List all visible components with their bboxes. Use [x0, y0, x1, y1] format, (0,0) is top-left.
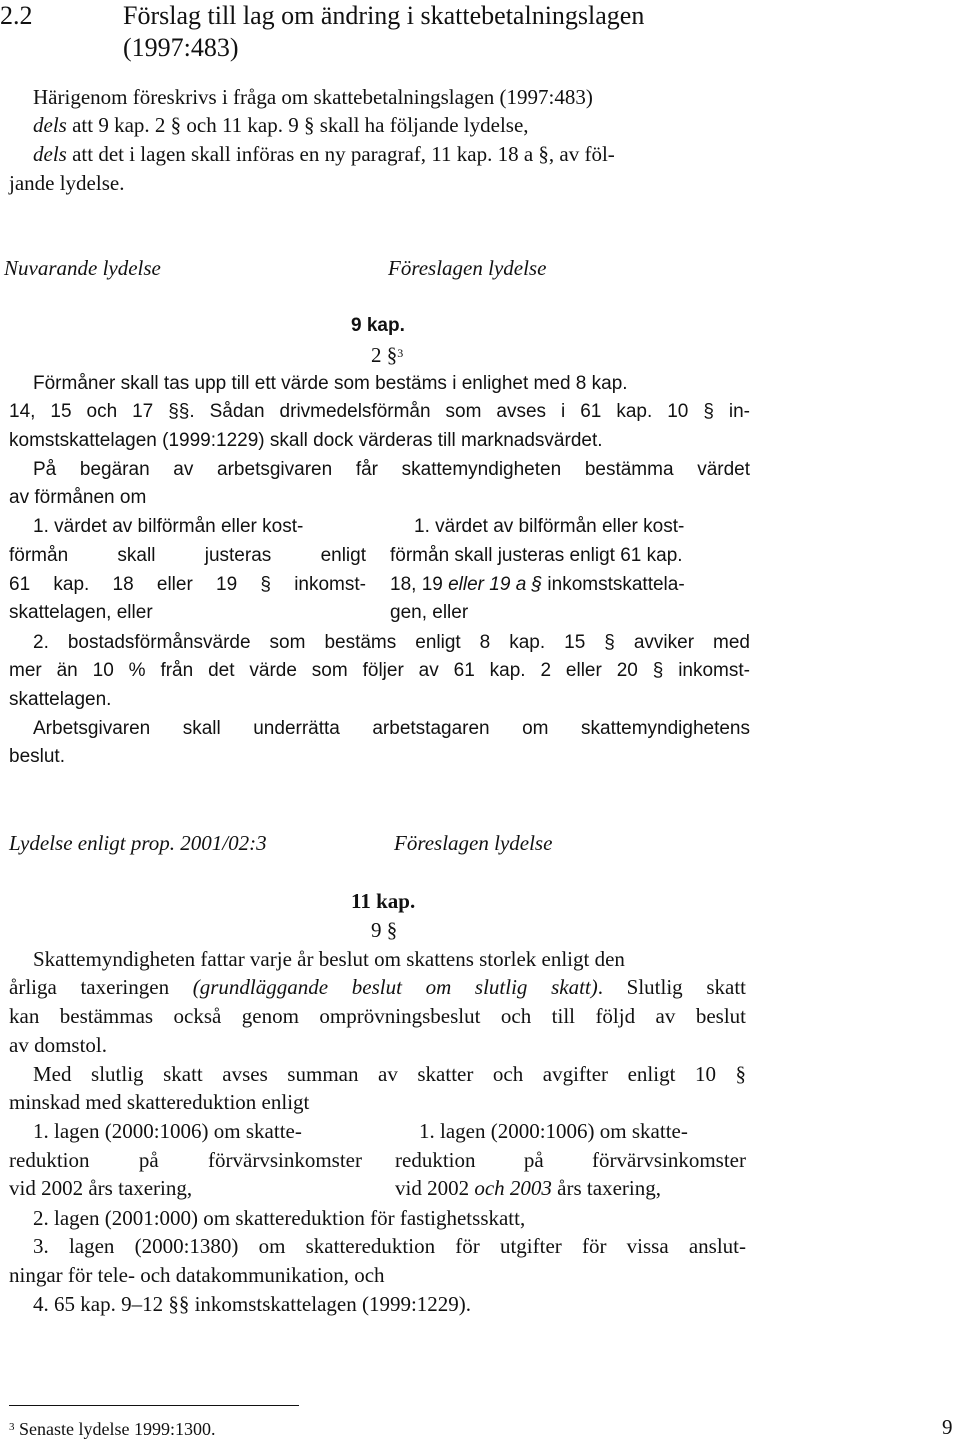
right-column-line: förmån skall justeras enligt 61 kap.	[390, 545, 683, 566]
chapter-heading: 9 kap.	[351, 315, 405, 336]
column-header-prop: Lydelse enligt prop. 2001/02:3	[9, 831, 267, 855]
left-column-line: 61 kap. 18 eller 19 § inkomst-	[9, 574, 366, 595]
text-line	[9, 974, 746, 1000]
text-run: års taxering,	[551, 1176, 661, 1200]
text-run: vid 2002	[395, 1176, 475, 1200]
right-column-line: gen, eller	[390, 602, 469, 623]
intro-line4: jande lydelse.	[9, 171, 125, 195]
dels-word: dels	[33, 142, 67, 166]
text-run: inkomstskattela-	[542, 574, 685, 595]
footnote-text: Senaste lydelse 1999:1300.	[19, 1419, 216, 1439]
text-line: Förmåner skall tas upp till ett värde som bestäms i enlighet med 8 kap.	[33, 373, 628, 394]
chapter-heading: 11 kap.	[351, 889, 416, 913]
text-line: mer än 10 % från det värde som följer av 61 kap. 2 eller 20 § inkomst-	[9, 660, 750, 681]
column-header-proposed: Föreslagen lydelse	[394, 831, 553, 855]
text-line: Med slutlig skatt avses summan av skatter och avgifter enligt 10 §	[33, 1062, 746, 1086]
intro-line3	[33, 141, 615, 167]
intro-line2-rest: att 9 kap. 2 § och 11 kap. 9 § skall ha följande lydelse,	[66, 113, 529, 137]
italic-run: (grundläggande beslut om slutlig skatt)	[192, 975, 598, 999]
left-column-line: 1. värdet av bilförmån eller kost-	[33, 516, 304, 537]
text-line: På begäran av arbetsgivaren får skattemyndigheten bestämma värdet	[33, 459, 750, 480]
footnote	[9, 1416, 215, 1442]
paragraph-heading: 9 §	[371, 918, 398, 942]
list-item: 4. 65 kap. 9–12 §§ inkomstskattelagen (1999:1229).	[33, 1292, 472, 1316]
text-line: Skattemyndigheten fattar varje år beslut om skattens storlek enligt den	[33, 947, 625, 971]
footnote-reference: 3	[397, 346, 404, 360]
paragraph-number: 2 §	[371, 343, 398, 367]
text-run: årliga taxeringen	[9, 975, 193, 999]
left-column-line: skattelagen, eller	[9, 602, 153, 623]
page-number: 9	[942, 1415, 953, 1439]
section-title-line1: Förslag till lag om ändring i skattebetalningslagen	[123, 1, 645, 30]
italic-run: eller 19 a §	[448, 574, 543, 595]
right-column-line: 1. lagen (2000:1006) om skatte-	[419, 1119, 688, 1143]
intro-line3-rest: att det i lagen skall införas en ny paragraf, 11 kap. 18 a §, av föl-	[66, 142, 615, 166]
list-item: 3. lagen (2000:1380) om skattereduktion för utgifter för vissa anslut-	[33, 1234, 746, 1258]
text-line: Arbetsgivaren skall underrätta arbetstagaren om skattemyndighetens	[33, 718, 750, 739]
list-item: ningar för tele- och datakommunikation, och	[9, 1263, 385, 1287]
section-number: 2.2	[0, 1, 33, 30]
right-column-line: reduktion på förvärvsinkomster	[395, 1148, 746, 1172]
intro-line1: Härigenom föreskrivs i fråga om skattebetalningslagen (1997:483)	[33, 85, 593, 109]
left-column-line: 1. lagen (2000:1006) om skatte-	[33, 1119, 302, 1143]
text-line: komstskattelagen (1999:1229) skall dock värderas till marknadsvärdet.	[9, 430, 603, 451]
dels-word: dels	[33, 113, 67, 137]
text-line: av förmånen om	[9, 487, 147, 508]
left-column-line: förmån skall justeras enligt	[9, 545, 366, 566]
text-line: skattelagen.	[9, 689, 112, 710]
text-run: 18, 19	[390, 574, 449, 595]
column-header-current: Nuvarande lydelse	[4, 256, 161, 280]
right-column-line	[395, 1175, 661, 1201]
text-line: minskad med skattereduktion enligt	[9, 1090, 310, 1114]
section-title-line2: (1997:483)	[123, 33, 239, 62]
text-line: 14, 15 och 17 §§. Sådan drivmedelsförmån som avses i 61 kap. 10 § in-	[9, 401, 750, 422]
right-column-line	[390, 572, 685, 598]
left-column-line: vid 2002 års taxering,	[9, 1176, 193, 1200]
list-item: 2. lagen (2001:000) om skattereduktion för fastighetsskatt,	[33, 1206, 526, 1230]
right-column-line: 1. värdet av bilförmån eller kost-	[414, 516, 685, 537]
text-line: beslut.	[9, 746, 65, 767]
text-line: av domstol.	[9, 1033, 107, 1057]
text-line: 2. bostadsförmånsvärde som bestäms enligt 8 kap. 15 § avviker med	[33, 632, 750, 653]
column-header-proposed: Föreslagen lydelse	[388, 256, 547, 280]
left-column-line: reduktion på förvärvsinkomster	[9, 1148, 362, 1172]
paragraph-heading	[371, 342, 403, 368]
text-line: kan bestämmas också genom omprövningsbeslut och till följd av beslut	[9, 1004, 746, 1028]
text-run: . Slutlig skatt	[597, 975, 746, 999]
footnote-divider	[9, 1405, 299, 1406]
footnote-marker: 3	[9, 1421, 15, 1433]
italic-run: och 2003	[474, 1176, 552, 1200]
intro-line2	[33, 112, 529, 138]
